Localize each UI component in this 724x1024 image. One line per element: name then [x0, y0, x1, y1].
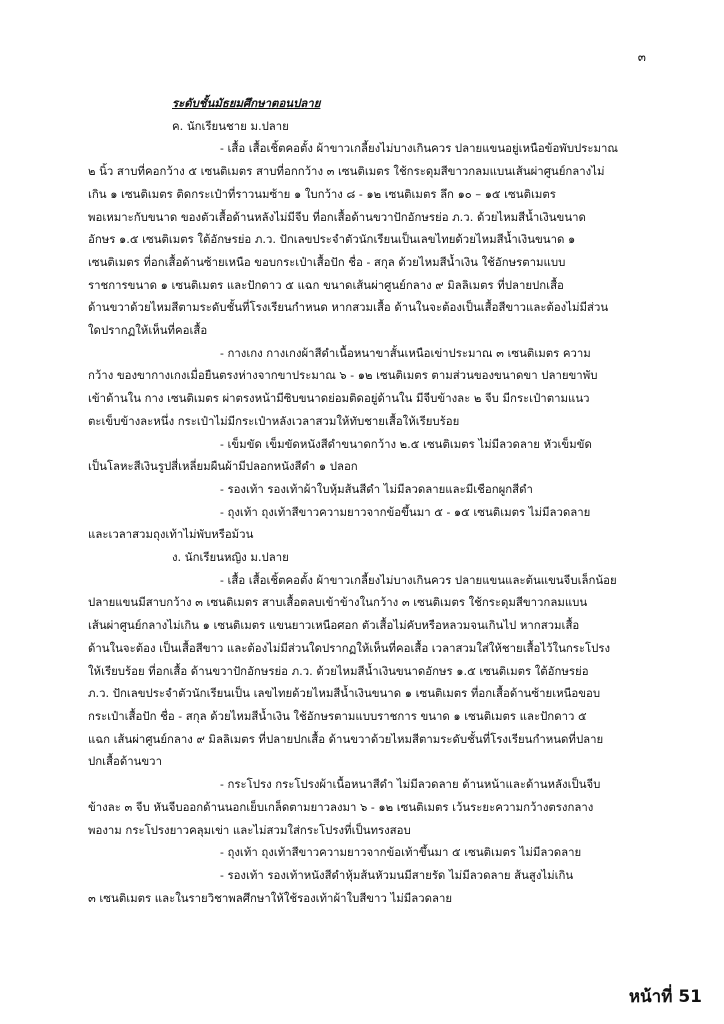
text-line: เซนติเมตร ที่อกเสื้อด้านซ้ายเหนือ ขอบกระเป๋าเสื้อปัก ชื่อ - สกุล ด้วยไหมสีน้ำเงิน ใช้อักษรตามแบบ [88, 254, 566, 269]
text-line: พองาม กระโปรงยาวคลุมเข่า และไม่สวมใส่กระโปรงที่เป็นทรงสอบ [88, 822, 411, 837]
text-line: ภ.ว. ปักเลขประจำตัวนักเรียนเป็น เลขไทยด้วยไหมสีน้ำเงินขนาด ๑ เซนติเมตร ที่อกเสื้อด้านซ้ายเหนือขอบ [88, 686, 601, 701]
text-line: ง. นักเรียนหญิง ม.ปลาย [172, 550, 289, 565]
text-line: เข้าด้านใน กาง เซนติเมตร ผ่าตรงหน้ามีซิบขนาดย่อมติดอยู่ด้านใน มีจีบข้างละ ๒ จีบ มีกระเป๋าตามแนว [88, 391, 590, 406]
paragraph-lines [88, 115, 648, 910]
text-line: ปลายแขนมีสาบกว้าง ๓ เซนติเมตร สาบเสื้อตลบเข้าข้างในกว้าง ๓ เซนติเมตร ใช้กระดุมสีขาวกลมแบน [88, 595, 588, 610]
text-line: ด้านขวาด้วยไหมสีตามระดับชั้นที่โรงเรียนกำหนด หากสวมเสื้อ ด้านในจะต้องเป็นเสื้อสีขาวและต้องไม่มีส่วน [88, 300, 609, 315]
text-line: เกิน ๑ เซนติเมตร ติดกระเป๋าที่ราวนมซ้าย ๑ ใบกว้าง ๘ - ๑๒ เซนติเมตร ลึก ๑๐ – ๑๕ เซนติเมตร [88, 186, 556, 201]
text-line: เส้นผ่าศูนย์กลางไม่เกิน ๑ เซนติเมตร แขนยาวเหนือศอก ตัวเสื้อไม่คับหรือหลวมจนเกินไป หากสวมเสื้อ [88, 618, 580, 633]
text-line: อักษร ๑.๕ เซนติเมตร ใต้อักษรย่อ ภ.ว. ปักเลขประจำตัวนักเรียนเป็นเลขไทยด้วยไหมสีน้ำเงินขนาด ๑ [88, 232, 576, 247]
document-body [88, 92, 648, 909]
text-line: พอเหมาะกับขนาด ของตัวเสื้อด้านหลังไม่มีจีบ ที่อกเสื้อด้านขวาปักอักษรย่อ ภ.ว. ด้วยไหมสีน้ำเงินขนาด [88, 209, 586, 224]
text-line: ข้างละ ๓ จีบ หันจีบออกด้านนอกเย็บเกล็ดตามยาวลงมา ๖ - ๑๒ เซนติเมตร เว้นระยะความกว้างตรงกลาง [88, 799, 594, 814]
text-line: - ถุงเท้า ถุงเท้าสีขาวความยาวจากข้อขึ้นมา ๕ - ๑๕ เซนติเมตร ไม่มีลวดลาย [220, 504, 591, 519]
text-line: ใดปรากฏให้เห็นที่คอเสื้อ [88, 323, 208, 338]
text-line: แฉก เส้นผ่าศูนย์กลาง ๙ มิลลิเมตร ที่ปลายปกเสื้อ ด้านขวาด้วยไหมสีตามระดับชั้นที่โรงเรียนกำหนดที่ปลาย [88, 731, 604, 746]
text-line: - กางเกง กางเกงผ้าสีดำเนื้อหนาขาสั้นเหนือเข่าประมาณ ๓ เซนติเมตร ความ [220, 345, 591, 360]
section-heading: ระดับชั้นมัธยมศึกษาตอนปลาย [172, 96, 321, 110]
text-line: - กระโปรง กระโปรงผ้าเนื้อหนาสีดำ ไม่มีลวดลาย ด้านหน้าและด้านหลังเป็นจีบ [220, 777, 601, 792]
text-line: เป็นโลหะสีเงินรูปสี่เหลี่ยมผืนผ้ามีปลอกหนังสีดำ ๑ ปลอก [88, 459, 358, 474]
text-line: ด้านในจะต้อง เป็นเสื้อสีขาว และต้องไม่มีส่วนใดปรากฏให้เห็นที่คอเสื้อ เวลาสวมใส่ให้ชายเสื้อไว้ในกระโปรง [88, 640, 611, 655]
page-footer: หน้าที่ 51 [628, 987, 702, 1007]
page-number-top: ๓ [637, 50, 646, 64]
text-line: ให้เรียบร้อย ที่อกเสื้อ ด้านขวาปักอักษรย่อ ภ.ว. ด้วยไหมสีน้ำเงินขนาดอักษร ๑.๕ เซนติเมตร ใต้อักษรย่อ [88, 663, 589, 678]
text-line: ๒ นิ้ว สาบที่คอกว้าง ๕ เซนติเมตร สาบที่อกกว้าง ๓ เซนติเมตร ใช้กระดุมสีขาวกลมแบนเส้นผ่าศูนย์กลางไม่ [88, 164, 605, 179]
text-line: - ถุงเท้า ถุงเท้าสีขาวความยาวจากข้อเท้าขึ้นมา ๕ เซนติเมตร ไม่มีลวดลาย [220, 845, 582, 860]
text-line: - รองเท้า รองเท้าหนังสีดำหุ้มส้นหัวมนมีสายรัด ไม่มีลวดลาย ส้นสูงไม่เกิน [220, 867, 574, 882]
text-line: กระเป๋าเสื้อปัก ชื่อ - สกุล ด้วยไหมสีน้ำเงิน ใช้อักษรตามแบบราชการ ขนาด ๑ เซนติเมตร และปักดาว ๕ [88, 708, 587, 723]
text-line: ตะเข็บข้างละหนึ่ง กระเป๋าไม่มีกระเป๋าหลังเวลาสวมให้ทับชายเสื้อให้เรียบร้อย [88, 413, 460, 428]
text-line: - รองเท้า รองเท้าผ้าใบหุ้มส้นสีดำ ไม่มีลวดลายและมีเชือกผูกสีดำ [220, 481, 533, 496]
text-line: - เสื้อ เสื้อเชิ้ตคอตั้ง ผ้าขาวเกลี้ยงไม่บางเกินควร ปลายแขนอยู่เหนือข้อพับประมาณ [220, 141, 618, 156]
text-line: กว้าง ของขากางเกงเมื่อยืนตรงห่างจากขาประมาณ ๖ - ๑๒ เซนติเมตร ตามส่วนของขนาดขา ปลายขาพับ [88, 368, 598, 383]
text-line: ราชการขนาด ๑ เซนติเมตร และปักดาว ๕ แฉก ขนาดเส้นผ่าศูนย์กลาง ๙ มิลลิเมตร ที่ปลายปกเสื้อ [88, 277, 564, 292]
text-line: - เข็มขัด เข็มขัดหนังสีดำขนาดกว้าง ๒.๕ เซนติเมตร ไม่มีลวดลาย หัวเข็มขัด [220, 436, 592, 451]
text-line: ๓ เซนติเมตร และในรายวิชาพลศึกษาให้ใช้รองเท้าผ้าใบสีขาว ไม่มีลวดลาย [88, 890, 453, 905]
text-line: ปกเสื้อด้านขวา [88, 754, 162, 769]
text-line: และเวลาสวมถุงเท้าไม่พับหรือม้วน [88, 527, 254, 542]
text-line: - เสื้อ เสื้อเชิ้ตคอตั้ง ผ้าขาวเกลี้ยงไม่บางเกินควร ปลายแขนและต้นแขนจีบเล็กน้อย [220, 572, 617, 587]
text-line: ค. นักเรียนชาย ม.ปลาย [172, 118, 289, 133]
